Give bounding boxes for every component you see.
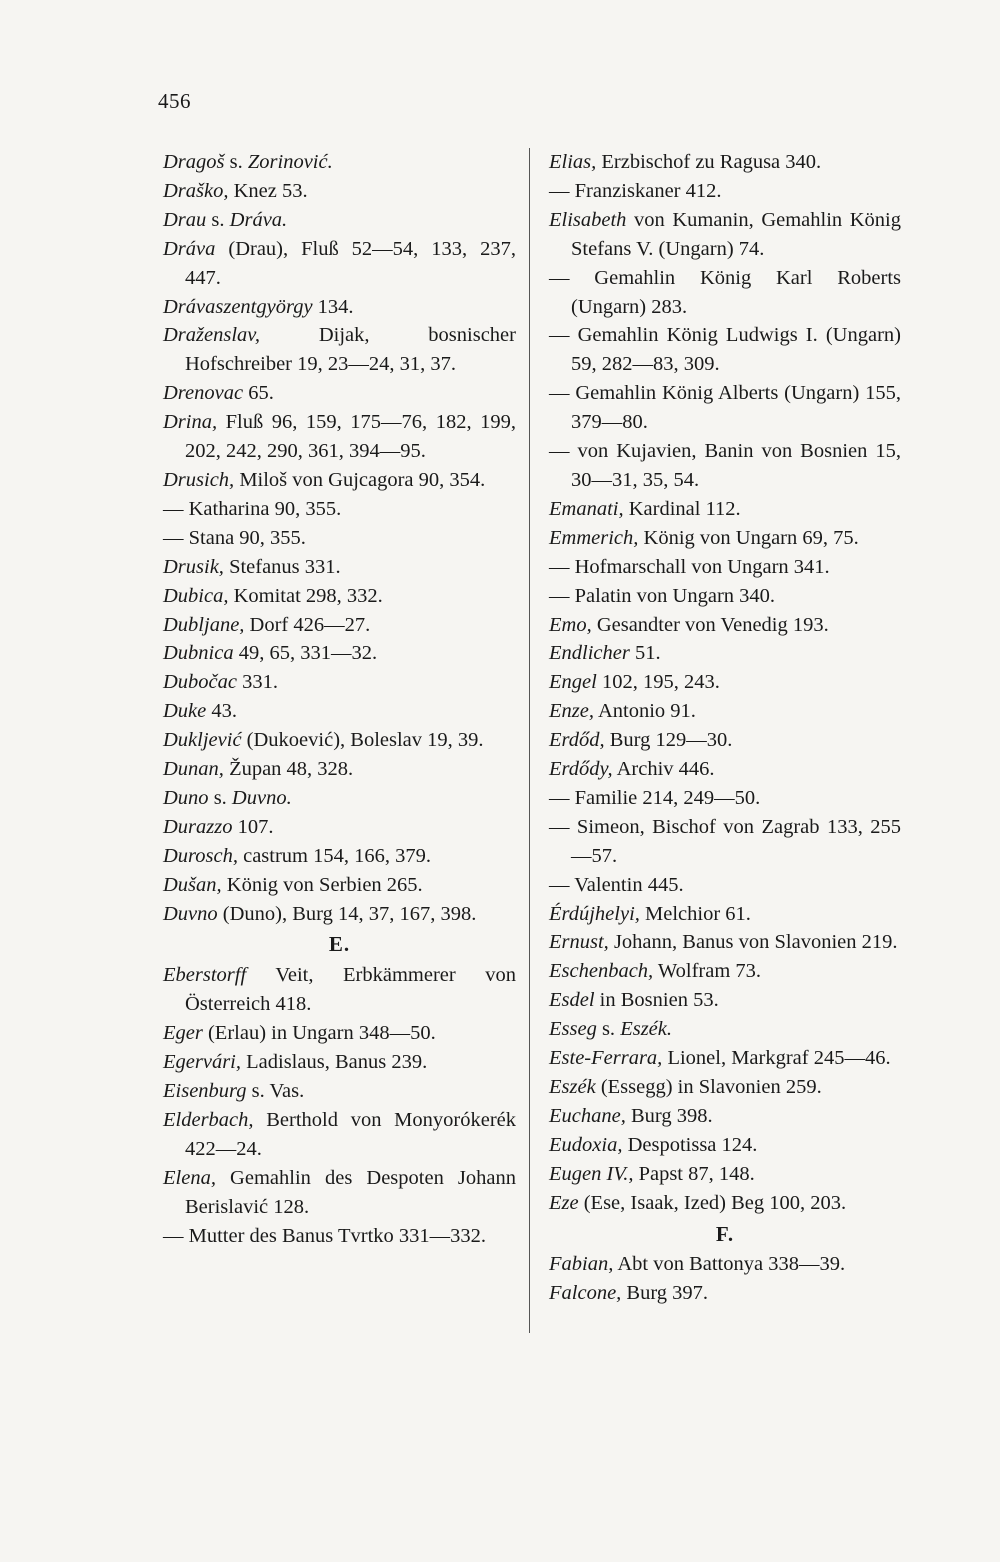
entry-text: 134. xyxy=(312,295,354,318)
entry-headword: Fabian, xyxy=(549,1253,614,1276)
index-entry xyxy=(163,842,516,871)
index-entry xyxy=(163,961,516,1019)
index-entry xyxy=(163,524,516,553)
entry-text: (Drau), Fluß 52—54, 133, 237, 447. xyxy=(185,237,516,289)
index-entry xyxy=(163,1106,516,1164)
index-entry xyxy=(549,1160,901,1189)
entry-text: Gemahlin des Despoten Johann Berislavić 128. xyxy=(185,1166,516,1218)
entry-text: König von Ungarn 69, 75. xyxy=(638,526,859,549)
index-entry xyxy=(163,379,516,408)
entry-headword: Érdújhelyi, xyxy=(549,902,640,925)
index-entry xyxy=(549,1279,901,1308)
entry-text: Ladislaus, Banus 239. xyxy=(241,1051,428,1074)
entry-crossref: Zorinović. xyxy=(247,151,333,173)
entry-headword: Egervári, xyxy=(163,1051,241,1074)
entry-headword: Elena, xyxy=(163,1166,216,1189)
entry-headword: Eger xyxy=(163,1022,203,1045)
entry-text: Despotissa 124. xyxy=(622,1133,758,1156)
entry-text: (Erlau) in Ungarn 348—50. xyxy=(202,1022,436,1045)
entry-headword: Falcone, xyxy=(549,1282,622,1305)
entry-text: Veit, Erbkämmerer von Österreich 418. xyxy=(185,964,516,1016)
entry-text: Burg 129—30. xyxy=(604,729,733,752)
entry-headword: Durazzo xyxy=(163,815,233,838)
entry-headword: Dušan, xyxy=(163,873,222,896)
index-entry xyxy=(163,900,516,929)
index-entry xyxy=(549,1131,901,1160)
entry-text: von Kumanin, Gemahlin König Stefans V. (Ungarn) 74. xyxy=(571,208,901,260)
index-entry xyxy=(163,495,516,524)
index-entry xyxy=(549,986,901,1015)
entry-text: Komitat 298, 332. xyxy=(228,584,383,607)
index-entry xyxy=(549,726,901,755)
entry-text: Knez 53. xyxy=(228,179,308,202)
index-entry xyxy=(549,1250,901,1279)
index-entry xyxy=(549,784,901,813)
entry-headword: Drusik, xyxy=(163,555,224,578)
entry-headword: Duke xyxy=(163,700,207,723)
entry-text: (Essegg) in Slavonien 259. xyxy=(595,1076,822,1098)
entry-headword: Erdődy, xyxy=(549,758,613,781)
entry-headword: Endlicher xyxy=(549,642,630,665)
index-entry xyxy=(163,408,516,466)
index-column-left xyxy=(163,148,516,1250)
index-entry xyxy=(549,148,901,177)
entry-headword: Durosch, xyxy=(163,844,238,867)
entry-text: — Simeon, Bischof von Zagrab 133, 255—57. xyxy=(549,815,901,867)
entry-text: — Katharina 90, 355. xyxy=(163,497,342,520)
index-entry xyxy=(549,813,901,871)
entry-headword: Dubica, xyxy=(163,584,229,607)
entry-headword: Elias, xyxy=(549,151,597,173)
entry-headword: Eberstorff xyxy=(163,964,247,987)
index-entry xyxy=(163,235,516,293)
entry-headword: Esseg xyxy=(549,1018,597,1041)
entry-text: — Familie 214, 249—50. xyxy=(549,786,761,809)
entry-text: Burg 398. xyxy=(625,1104,713,1127)
entry-text: s. xyxy=(224,151,248,173)
index-entry xyxy=(163,755,516,784)
index-entry xyxy=(549,639,901,668)
index-entry xyxy=(163,813,516,842)
entry-text: Fluß 96, 159, 175—76, 182, 199, 202, 242, 290, 361, 394—95. xyxy=(185,411,516,463)
entry-headword: Draško, xyxy=(163,179,229,202)
entry-text: Miloš von Gujcagora 90, 354. xyxy=(234,468,486,491)
entry-headword: Engel xyxy=(549,671,597,694)
index-entry xyxy=(163,553,516,582)
index-entry xyxy=(163,871,516,900)
entry-headword: Eze xyxy=(549,1191,579,1214)
entry-headword: Elderbach, xyxy=(163,1108,254,1131)
entry-text: Burg 397. xyxy=(621,1282,709,1305)
entry-text: Dijak, bosnischer Hofschreiber 19, 23—24, 31, 37. xyxy=(185,324,516,376)
index-entry xyxy=(163,582,516,611)
entry-headword: Esdel xyxy=(549,989,595,1012)
entry-text: — Valentin 445. xyxy=(549,873,684,896)
entry-headword: Eisenburg xyxy=(163,1080,247,1102)
index-entry xyxy=(549,1015,901,1044)
entry-text: 49, 65, 331—32. xyxy=(233,642,378,665)
entry-headword: Emo, xyxy=(549,613,592,636)
entry-text: (Ese, Isaak, Ized) Beg 100, 203. xyxy=(578,1191,847,1214)
entry-text: (Dukoević), Boleslav 19, 39. xyxy=(241,729,484,752)
entry-headword: Erdőd, xyxy=(549,729,605,752)
entry-text: Johann, Banus von Slavonien 219. xyxy=(608,931,898,954)
entry-text: Archiv 446. xyxy=(612,758,715,781)
entry-headword: Drenovac xyxy=(163,382,244,405)
entry-text: s. xyxy=(206,208,230,231)
index-entry xyxy=(163,639,516,668)
index-entry xyxy=(549,1189,901,1218)
entry-text: — Gemahlin König Karl Roberts (Ungarn) 283. xyxy=(549,266,901,318)
entry-text: Erzbischof zu Ragusa 340. xyxy=(596,151,822,173)
page-number: 456 xyxy=(158,89,191,113)
index-entry xyxy=(163,177,516,206)
entry-headword: Dubnica xyxy=(163,642,234,665)
entry-headword: Duvno xyxy=(163,902,218,925)
entry-headword: Eugen IV., xyxy=(549,1162,634,1185)
index-entry xyxy=(163,321,516,379)
entry-text: in Bosnien 53. xyxy=(594,989,719,1012)
index-entry xyxy=(549,177,901,206)
index-entry xyxy=(163,697,516,726)
entry-text: Papst 87, 148. xyxy=(633,1162,755,1185)
index-entry xyxy=(549,437,901,495)
entry-headword: Drávaszentgyörgy xyxy=(163,295,313,318)
index-entry xyxy=(163,1222,516,1251)
entry-headword: Dubljane, xyxy=(163,613,245,636)
entry-text: Antonio 91. xyxy=(593,700,696,723)
section-letter: E. xyxy=(328,932,351,957)
entry-text: 102, 195, 243. xyxy=(596,671,720,694)
index-entry xyxy=(549,206,901,264)
index-entry xyxy=(549,1102,901,1131)
entry-text: Stefanus 331. xyxy=(223,555,341,578)
entry-headword: Dragoš xyxy=(163,151,225,173)
entry-text: — von Kujavien, Banin von Bosnien 15, 30—31, 35, 54. xyxy=(549,440,901,491)
entry-headword: Este-Ferrara, xyxy=(549,1047,663,1070)
entry-headword: Dráva xyxy=(163,237,216,260)
index-entry xyxy=(163,726,516,755)
entry-text: — Gemahlin König Alberts (Ungarn) 155, 379—80. xyxy=(549,382,901,434)
index-entry xyxy=(163,1077,516,1106)
index-entry xyxy=(163,1048,516,1077)
index-entry xyxy=(549,755,901,784)
entry-text: — Franziskaner 412. xyxy=(549,179,722,202)
entry-text: Melchior 61. xyxy=(639,902,751,925)
index-entry xyxy=(549,524,901,553)
entry-text: — Mutter des Banus Tvrtko 331—332. xyxy=(163,1224,487,1247)
index-entry xyxy=(549,1073,901,1102)
entry-headword: Eudoxia, xyxy=(549,1133,623,1156)
entry-text: Berthold von Monyorókerék 422—24. xyxy=(185,1108,516,1160)
index-entry xyxy=(163,148,516,177)
index-entry xyxy=(549,668,901,697)
entry-headword: Drusich, xyxy=(163,468,235,491)
index-entry xyxy=(163,1019,516,1048)
entry-headword: Draženslav, xyxy=(163,324,260,347)
entry-text: Dorf 426—27. xyxy=(244,613,371,636)
index-entry xyxy=(549,928,901,957)
entry-text: — Palatin von Ungarn 340. xyxy=(549,584,776,607)
entry-text: — Stana 90, 355. xyxy=(163,526,306,549)
index-entry xyxy=(549,582,901,611)
index-entry xyxy=(549,1044,901,1073)
index-entry xyxy=(549,553,901,582)
index-entry xyxy=(163,206,516,235)
entry-text: Gesandter von Venedig 193. xyxy=(591,613,829,636)
index-entry xyxy=(549,957,901,986)
entry-headword: Emanati, xyxy=(549,497,624,520)
index-entry xyxy=(549,900,901,929)
entry-text: Župan 48, 328. xyxy=(223,758,354,781)
entry-headword: Enze, xyxy=(549,700,594,723)
entry-headword: Eszék xyxy=(549,1076,596,1098)
entry-headword: Duno xyxy=(163,786,209,809)
index-entry xyxy=(163,668,516,697)
entry-headword: Emmerich, xyxy=(549,526,639,549)
entry-text: (Duno), Burg 14, 37, 167, 398. xyxy=(217,902,477,925)
entry-crossref: Dráva. xyxy=(229,208,288,231)
entry-text: 65. xyxy=(243,382,274,405)
index-entry xyxy=(163,466,516,495)
entry-text: 51. xyxy=(629,642,661,665)
column-divider xyxy=(529,148,530,1333)
entry-headword: Drau xyxy=(163,208,207,231)
entry-text: — Hofmarschall von Ungarn 341. xyxy=(549,555,830,578)
entry-text: König von Serbien 265. xyxy=(221,873,423,896)
entry-text: s. xyxy=(596,1018,621,1041)
entry-text: s. Vas. xyxy=(246,1080,305,1102)
entry-text: s. xyxy=(208,786,232,809)
index-entry xyxy=(549,264,901,322)
index-entry xyxy=(549,697,901,726)
entry-headword: Euchane, xyxy=(549,1104,626,1127)
index-entry xyxy=(549,495,901,524)
entry-headword: Dukljević xyxy=(163,729,242,752)
entry-headword: Eschenbach, xyxy=(549,960,654,983)
index-entry xyxy=(549,379,901,437)
entry-text: Abt von Battonya 338—39. xyxy=(613,1253,846,1276)
index-entry xyxy=(549,871,901,900)
index-entry xyxy=(549,321,901,379)
index-entry xyxy=(163,293,516,322)
entry-headword: Dubočac xyxy=(163,671,238,694)
index-entry xyxy=(549,611,901,640)
entry-text: castrum 154, 166, 379. xyxy=(237,844,432,867)
index-entry xyxy=(163,784,516,813)
entry-crossref: Duvno. xyxy=(231,786,292,809)
index-entry xyxy=(163,611,516,640)
entry-text: 43. xyxy=(206,700,238,723)
entry-text: Kardinal 112. xyxy=(623,497,741,520)
index-column-right xyxy=(549,148,901,1308)
section-letter: F. xyxy=(715,1221,735,1246)
index-entry xyxy=(163,1164,516,1222)
entry-crossref: Eszék. xyxy=(620,1018,672,1041)
entry-text: 331. xyxy=(237,671,279,694)
entry-headword: Dunan, xyxy=(163,758,224,781)
entry-headword: Elisabeth xyxy=(549,208,627,231)
entry-text: — Gemahlin König Ludwigs I. (Ungarn) 59, 282—83, 309. xyxy=(549,324,901,376)
entry-text: 107. xyxy=(232,815,274,838)
entry-headword: Ernust, xyxy=(549,931,609,954)
entry-text: Lionel, Markgraf 245—46. xyxy=(662,1047,891,1070)
entry-headword: Drina, xyxy=(163,411,218,434)
entry-text: Wolfram 73. xyxy=(653,960,762,983)
